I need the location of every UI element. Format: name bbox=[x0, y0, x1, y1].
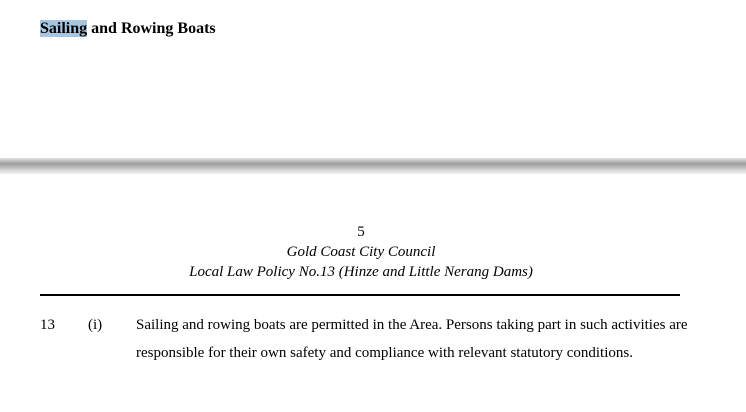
document-page-lower bbox=[0, 174, 746, 412]
section-heading bbox=[40, 18, 216, 40]
header-rule bbox=[40, 294, 680, 296]
clause-number: 13 bbox=[40, 317, 55, 333]
page-header bbox=[0, 222, 722, 282]
clause-subnumber: (i) bbox=[88, 317, 103, 333]
document-page-upper bbox=[0, 0, 746, 160]
page-number: 5 bbox=[357, 224, 365, 240]
selected-text[interactable]: Sailing bbox=[40, 20, 88, 37]
section-heading-rest: and Rowing Boats bbox=[87, 20, 216, 37]
clause-text: Sailing and rowing boats are permitted in the Area. Persons taking part in such activities are responsible for their own safety and compliance with relevant statutory conditions. bbox=[136, 317, 688, 361]
policy-title: Local Law Policy No.13 (Hinze and Little Nerang Dams) bbox=[189, 264, 533, 280]
council-name: Gold Coast City Council bbox=[286, 244, 436, 260]
page-break-separator bbox=[0, 158, 746, 174]
